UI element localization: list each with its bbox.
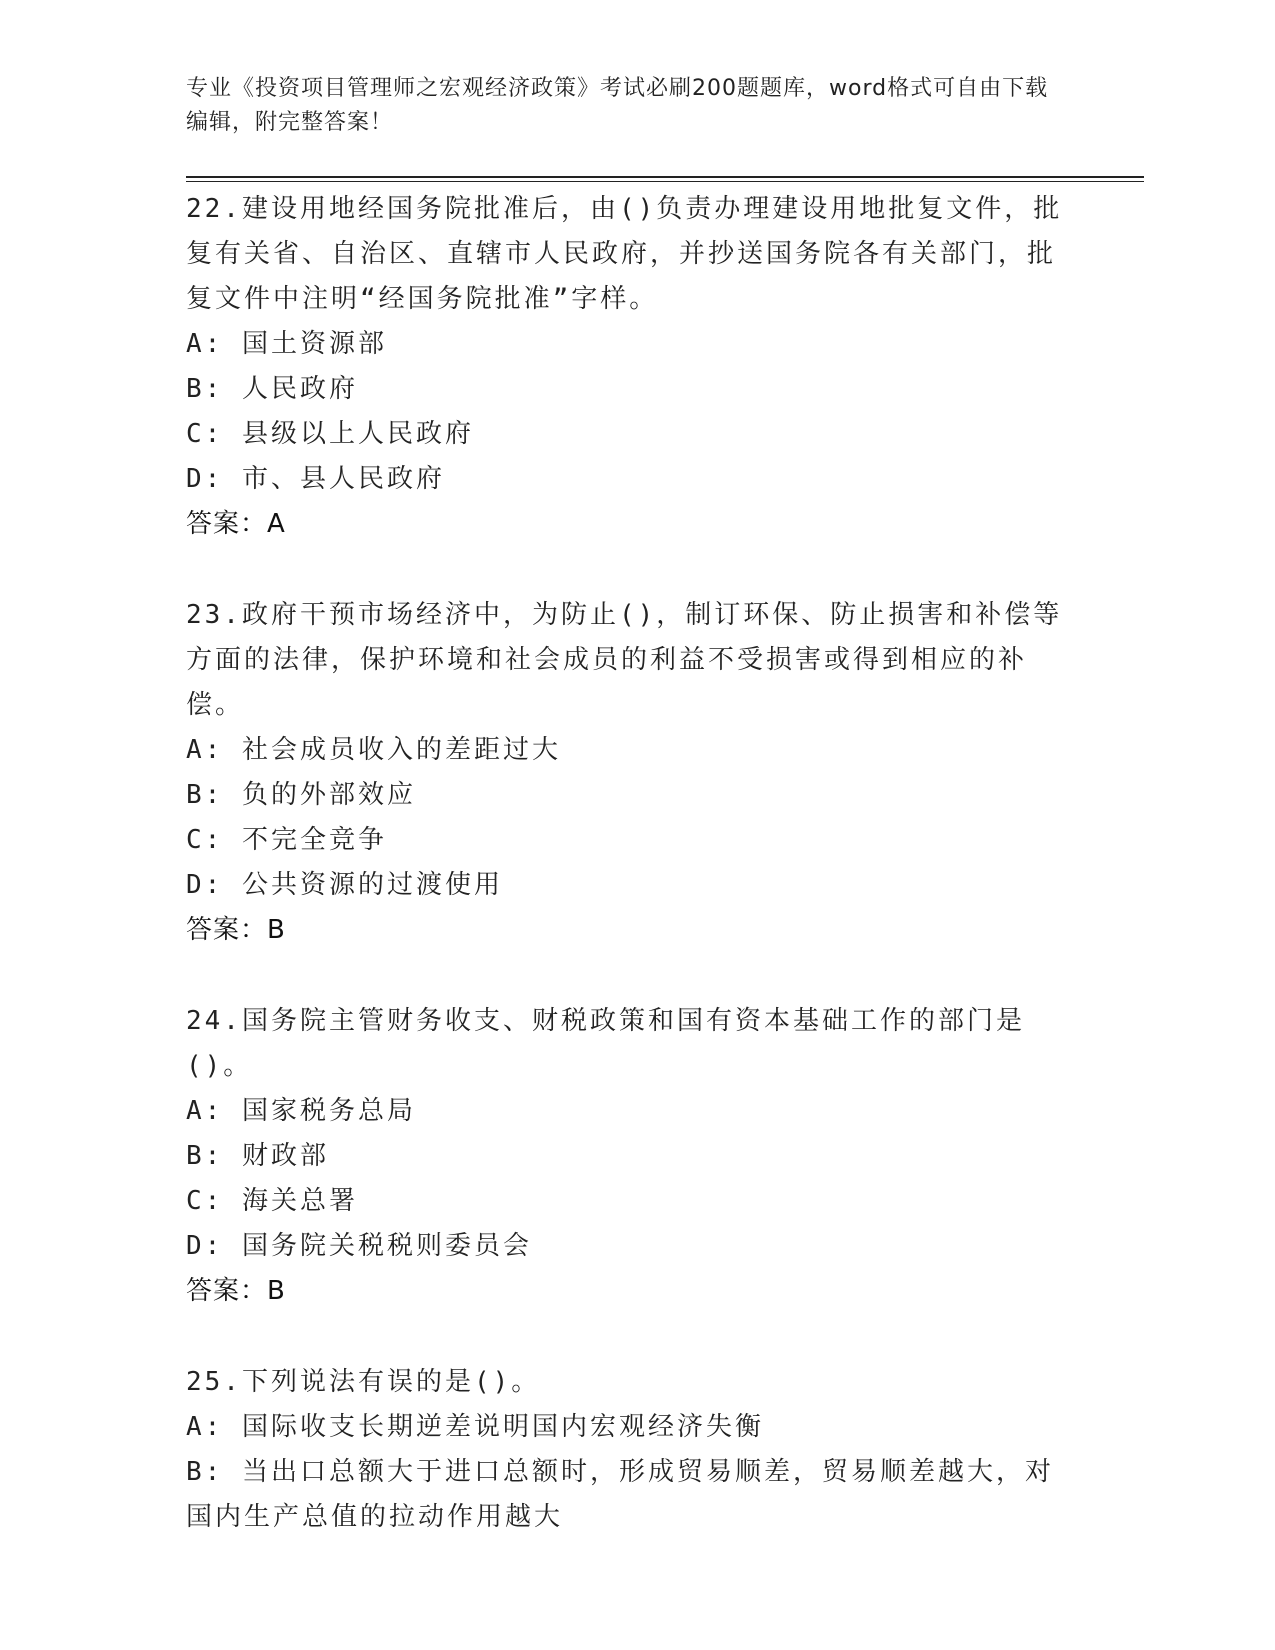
answer: 答案：B [186, 1276, 286, 1306]
option-c: C: 县级以上人民政府 [186, 419, 474, 449]
option-a: A: 国际收支长期逆差说明国内宏观经济失衡 [186, 1412, 764, 1442]
answer: 答案：B [186, 915, 286, 945]
question-text: 25.下列说法有误的是()。 [186, 1367, 541, 1397]
question-25 [186, 1360, 1066, 1540]
header-divider-thick [186, 176, 1144, 178]
question-list [186, 187, 1066, 1586]
question-22 [186, 187, 1066, 547]
option-b: B: 财政部 [186, 1141, 329, 1171]
option-b: B: 负的外部效应 [186, 780, 416, 810]
option-c: C: 不完全竞争 [186, 825, 387, 855]
header-divider-thin [186, 181, 1144, 182]
question-text: 24.国务院主管财务收支、财税政策和国有资本基础工作的部门是()。 [186, 1006, 1025, 1081]
question-text: 22.建设用地经国务院批准后，由()负责办理建设用地批复文件，批复有关省、自治区、直辖市人民政府，并抄送国务院各有关部门，批复文件中注明“经国务院批准”字样。 [186, 194, 1063, 314]
document-intro: 专业《投资项目管理师之宏观经济政策》考试必刷200题题库，word格式可自由下载编辑，附完整答案！ [186, 76, 1049, 135]
option-a: A: 国家税务总局 [186, 1096, 416, 1126]
option-d: D: 公共资源的过渡使用 [186, 870, 503, 900]
option-b: B: 当出口总额大于进口总额时，形成贸易顺差，贸易顺差越大，对国内生产总值的拉动作用越大 [186, 1457, 1054, 1532]
option-a: A: 社会成员收入的差距过大 [186, 735, 561, 765]
question-text: 23.政府干预市场经济中，为防止()，制订环保、防止损害和补偿等方面的法律，保护环境和社会成员的利益不受损害或得到相应的补偿。 [186, 600, 1063, 720]
option-b: B: 人民政府 [186, 374, 358, 404]
option-c: C: 海关总署 [186, 1186, 358, 1216]
option-d: D: 国务院关税税则委员会 [186, 1231, 532, 1261]
answer: 答案：A [186, 509, 286, 539]
question-24 [186, 999, 1066, 1314]
option-a: A: 国土资源部 [186, 329, 387, 359]
option-d: D: 市、县人民政府 [186, 464, 445, 494]
question-23 [186, 593, 1066, 953]
